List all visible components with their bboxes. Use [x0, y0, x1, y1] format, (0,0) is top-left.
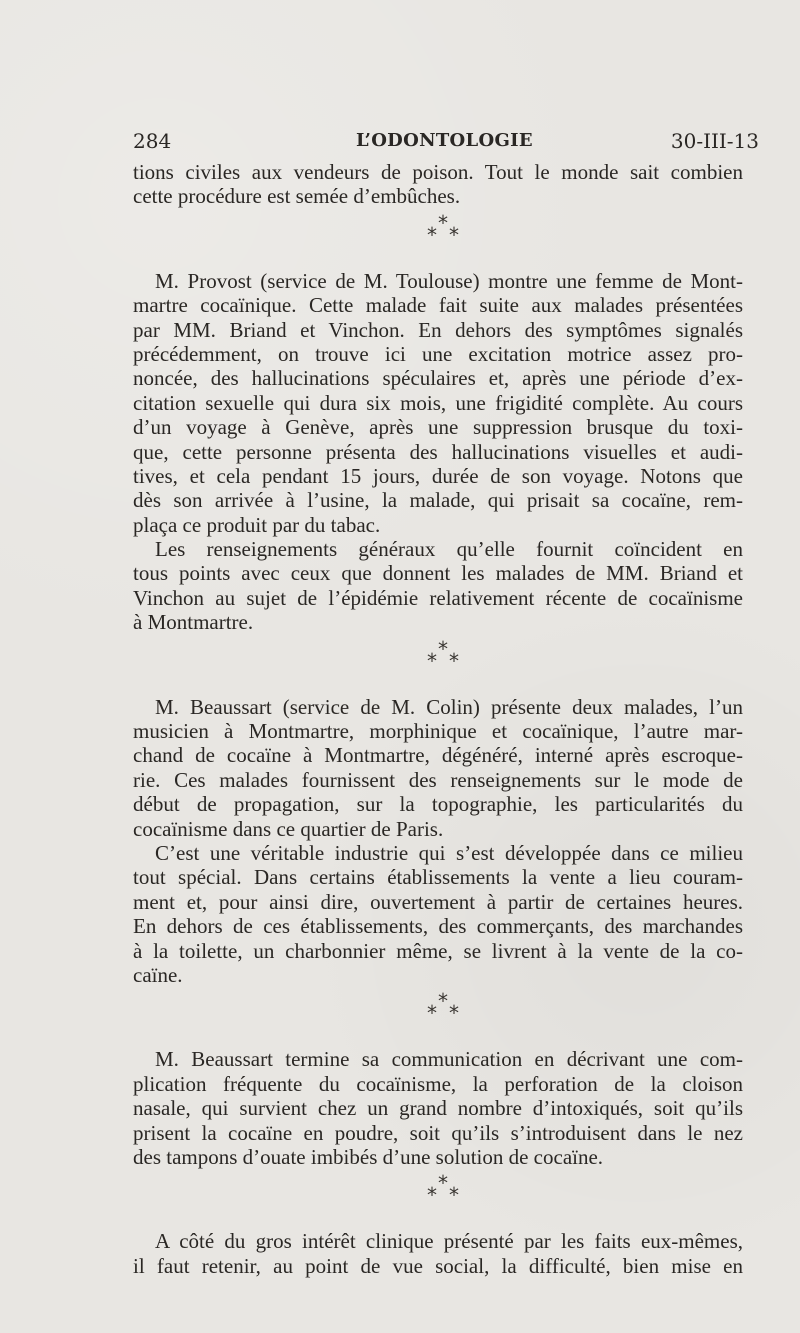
- text-line: tous points avec ceux que donnent les malades de MM. Briand et: [133, 561, 743, 586]
- text-line: plaça ce produit par du tabac.: [133, 512, 381, 537]
- text-line: noncée, des hallucinations spéculaires et, après une période d’ex-: [133, 366, 743, 391]
- asterisk-mark: *: [438, 989, 448, 1014]
- text-line: martre cocaïnique. Cette malade fait suite aux malades présentées: [133, 293, 743, 318]
- asterisk-mark: *: [427, 1183, 437, 1208]
- text-line: rie. Ces malades fournissent des renseignements sur le mode de: [133, 767, 743, 792]
- text-line: M. Provost (service de M. Toulouse) montre une femme de Mont-: [155, 268, 743, 293]
- section-separator: [133, 987, 743, 1047]
- text-line: tions civiles aux vendeurs de poison. Tout le monde sait combien: [133, 160, 743, 184]
- text-line: M. Beaussart termine sa communication en décrivant une com-: [155, 1047, 743, 1072]
- text-line: Vinchon au sujet de l’épidémie relativement récente de cocaïnisme: [133, 585, 743, 610]
- asterisk-mark: *: [449, 1001, 459, 1026]
- text-line: cette procédure est semée d’embûches.: [133, 184, 461, 209]
- page-header: [133, 128, 759, 154]
- text-line: tives, et cela pendant 15 jours, durée de son voyage. Notons que: [133, 463, 743, 488]
- asterisk-mark: *: [438, 1171, 448, 1196]
- text-line: précédemment, on trouve ici une excitation motrice assez pro-: [133, 341, 743, 366]
- text-line: M. Beaussart (service de M. Colin) présente deux malades, l’un: [155, 694, 743, 719]
- asterisk-mark: *: [427, 1001, 437, 1026]
- asterisk-mark: *: [438, 210, 448, 235]
- asterisk-mark: *: [427, 648, 437, 673]
- text-line: caïne.: [133, 962, 183, 987]
- text-line: C’est une véritable industrie qui s’est développée dans ce milieu: [155, 840, 743, 865]
- text-line: cocaïnisme dans ce quartier de Paris.: [133, 816, 444, 841]
- text-line: prisent la cocaïne en poudre, soit qu’ils s’introduisent dans le nez: [133, 1120, 743, 1145]
- asterisk-mark: *: [449, 1183, 459, 1208]
- text-line: d’un voyage à Genève, après une suppression brusque du toxi-: [133, 415, 743, 440]
- text-line: Les renseignements généraux qu’elle fournit coïncident en: [155, 537, 743, 562]
- section-separator: [133, 1169, 743, 1229]
- text-line: chand de cocaïne à Montmartre, dégénéré, interné après escroque-: [133, 743, 743, 768]
- text-line: plication fréquente du cocaïnisme, la perforation de la cloison: [133, 1071, 743, 1096]
- text-line: des tampons d’ouate imbibés d’une solution de cocaïne.: [133, 1144, 604, 1169]
- text-line: il faut retenir, au point de vue social, la difficulté, bien mise en: [133, 1253, 743, 1278]
- text-line: musicien à Montmartre, morphinique et cocaïnique, l’autre mar-: [133, 719, 743, 744]
- asterisk-mark: *: [438, 636, 448, 661]
- text-line: à Montmartre.: [133, 610, 254, 635]
- text-line: dès son arrivée à l’usine, la malade, qui prisait sa cocaïne, rem-: [133, 488, 743, 513]
- text-line: que, cette personne présenta des hallucinations visuelles et audi-: [133, 439, 743, 464]
- text-line: citation sexuelle qui dura six mois, une frigidité complète. Au cours: [133, 390, 743, 415]
- text-line: nasale, qui survient chez un grand nombre d’intoxiqués, soit qu’ils: [133, 1096, 743, 1121]
- section-separator: [133, 635, 743, 695]
- asterisk-mark: *: [449, 222, 459, 247]
- asterisk-mark: *: [449, 648, 459, 673]
- text-line: par MM. Briand et Vinchon. En dehors des symptômes signalés: [133, 317, 743, 342]
- page-number: 284: [133, 129, 172, 153]
- asterisk-mark: *: [427, 222, 437, 247]
- text-line: A côté du gros intérêt clinique présenté par les faits eux-mêmes,: [155, 1229, 743, 1254]
- issue-date: 30-III-13: [670, 129, 759, 153]
- running-title: L’ODONTOLOGIE: [356, 130, 533, 151]
- article-body: [133, 160, 743, 1278]
- section-separator: [133, 209, 743, 269]
- text-line: ment et, pour ainsi dire, ouvertement à partir de certaines heures.: [133, 889, 743, 914]
- text-line: En dehors de ces établissements, des commerçants, des marchandes: [133, 914, 743, 939]
- text-line: tout spécial. Dans certains établissements la vente a lieu couram-: [133, 865, 743, 890]
- text-line: à la toilette, un charbonnier même, se livrent à la vente de la co-: [133, 938, 743, 963]
- text-line: début de propagation, sur la topographie, les particularités du: [133, 792, 743, 817]
